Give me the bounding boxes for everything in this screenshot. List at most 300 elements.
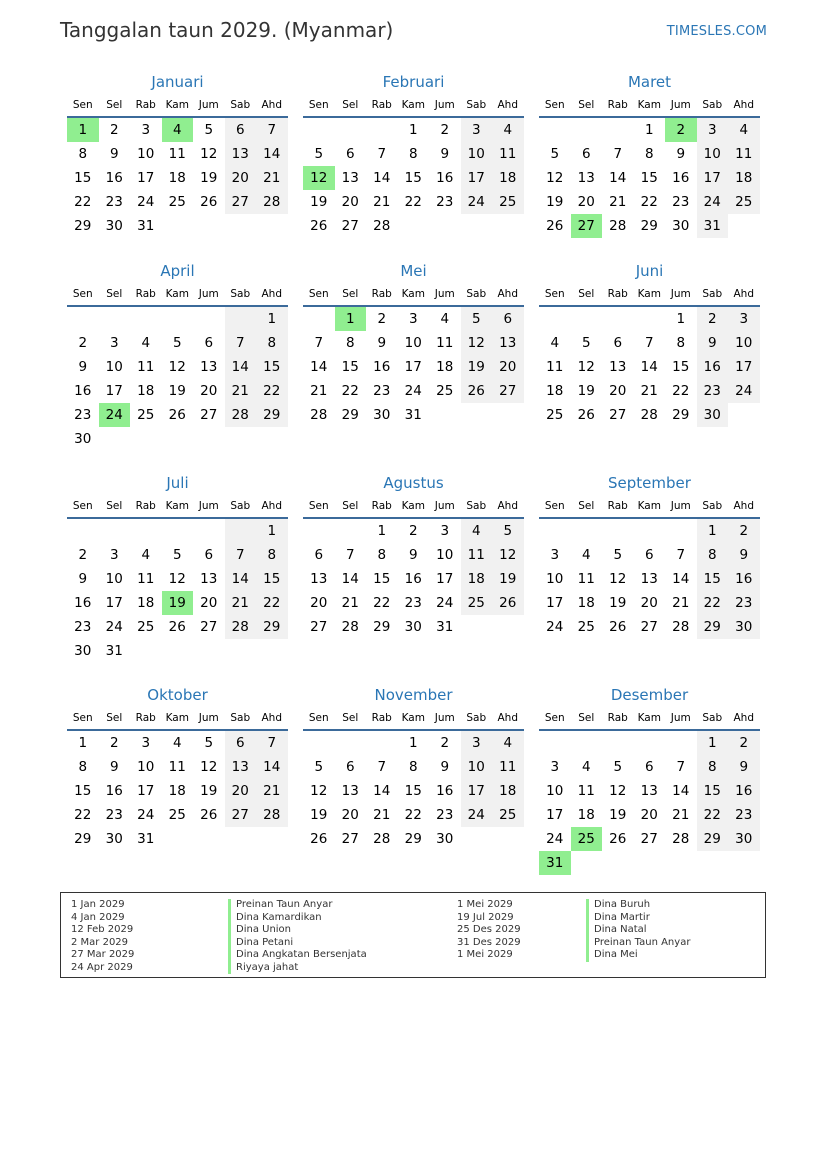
empty-cell [335,731,367,755]
day-cell: 9 [78,359,88,375]
day-cell: 22 [404,194,422,210]
day-cell: 9 [676,146,686,162]
day-cell: 23 [105,807,123,823]
day-cell: 14 [256,142,288,166]
legend-date: 27 Mar 2029 [71,949,135,960]
day-cell: 2 [408,523,418,539]
day-cell: 7 [225,543,257,567]
month-mei [303,261,524,473]
legend-date: 12 Feb 2029 [71,924,134,935]
day-cell: 29 [697,827,729,851]
day-cell: 13 [225,755,257,779]
day-cell: 2 [377,311,387,327]
weekday-label: Sel [578,288,595,300]
weekday-label: Sen [544,288,565,300]
day-cell: 28 [609,218,627,234]
day-cell: 23 [404,595,422,611]
empty-cell [193,214,225,238]
weekday-label: Rab [371,99,392,111]
day-cell: 25 [168,807,186,823]
day-cell: 24 [697,190,729,214]
day-cell: 1 [408,735,418,751]
day-cell: 7 [676,759,686,775]
day-cell: 24 [728,379,760,403]
day-cell: 3 [440,523,450,539]
day-cell: 21 [310,383,328,399]
day-cell: 17 [137,783,155,799]
day-cell: 9 [440,759,450,775]
weekday-header [67,283,288,307]
day-cell: 17 [461,779,493,803]
day-cell: 31 [105,643,123,659]
day-cell: 30 [105,831,123,847]
empty-cell [99,427,131,451]
day-cell: 15 [404,170,422,186]
month-juli [67,473,288,685]
weekday-label: Kam [637,288,661,300]
weekday-label: Jum [670,712,691,724]
day-grid [539,307,760,427]
weekday-label: Sel [578,99,595,111]
empty-cell [225,307,257,331]
weekday-label: Sab [466,99,487,111]
day-cell: 16 [74,595,92,611]
weekday-label: Sel [578,500,595,512]
day-cell: 23 [74,407,92,423]
day-cell: 23 [436,807,454,823]
legend-holiday-name: Dina Natal [586,924,690,937]
day-cell: 22 [74,807,92,823]
weekday-header [539,495,760,519]
day-cell: 30 [672,218,690,234]
day-cell: 20 [492,355,524,379]
weekday-label: Ahd [733,712,754,724]
weekday-header [303,495,524,519]
day-cell: 25 [168,194,186,210]
month-name: September [608,474,691,492]
day-cell: 6 [204,335,214,351]
day-cell: 8 [377,547,387,563]
legend-holiday-name: Riyaya jahat [228,962,367,975]
day-cell: 21 [373,194,391,210]
day-cell: 18 [546,383,564,399]
day-cell: 29 [74,831,92,847]
day-cell: 4 [141,547,151,563]
weekday-label: Jum [198,288,219,300]
day-cell: 17 [728,355,760,379]
weekday-label: Sab [702,288,723,300]
day-cell: 18 [461,567,493,591]
day-cell: 9 [78,571,88,587]
empty-cell [571,307,603,331]
day-cell: 27 [492,379,524,403]
legend-date: 24 Apr 2029 [71,961,133,973]
weekday-label: Sab [466,288,487,300]
empty-cell [665,731,697,755]
empty-cell [162,307,194,331]
day-cell: 19 [546,194,564,210]
weekday-label: Jum [434,288,455,300]
day-cell: 4 [162,118,194,142]
weekday-label: Sab [230,99,251,111]
day-cell: 29 [404,831,422,847]
day-cell: 15 [74,170,92,186]
weekday-label: Ahd [497,99,518,111]
day-cell: 17 [105,595,123,611]
day-cell: 24 [461,190,493,214]
weekday-label: Sab [230,288,251,300]
day-cell: 15 [341,359,359,375]
day-cell: 3 [461,731,493,755]
empty-cell [303,731,335,755]
empty-cell [303,118,335,142]
weekday-label: Sen [308,500,329,512]
empty-cell [602,307,634,331]
empty-cell [571,851,603,875]
day-cell: 20 [200,595,218,611]
day-cell: 30 [728,827,760,851]
day-cell: 19 [168,383,186,399]
month-april [67,261,288,473]
day-cell: 18 [168,170,186,186]
day-cell: 23 [697,379,729,403]
weekday-label: Rab [607,288,628,300]
day-cell: 26 [168,619,186,635]
weekday-label: Kam [165,99,189,111]
day-cell: 19 [162,591,194,615]
day-grid [67,731,288,851]
month-name: Februari [382,73,445,91]
month-desember [539,685,760,897]
day-cell: 16 [728,779,760,803]
weekday-label: Jum [198,99,219,111]
day-cell: 22 [697,803,729,827]
day-cell: 20 [310,595,328,611]
empty-cell [130,519,162,543]
day-cell: 5 [581,335,591,351]
empty-cell [634,519,666,543]
day-cell: 5 [314,759,324,775]
empty-cell [193,639,225,663]
weekday-label: Ahd [261,712,282,724]
day-cell: 3 [550,547,560,563]
day-cell: 21 [609,194,627,210]
day-cell: 16 [697,355,729,379]
day-cell: 12 [200,759,218,775]
weekday-header [303,283,524,307]
day-cell: 13 [609,359,627,375]
day-cell: 29 [256,615,288,639]
day-cell: 12 [492,543,524,567]
day-cell: 5 [204,122,214,138]
brand-link[interactable]: TIMESLES.COM [666,24,767,39]
day-cell: 24 [137,807,155,823]
day-cell: 5 [314,146,324,162]
weekday-label: Ahd [497,288,518,300]
day-cell: 3 [550,759,560,775]
empty-cell [571,118,603,142]
weekday-label: Sel [106,712,123,724]
empty-cell [366,118,398,142]
day-cell: 27 [640,619,658,635]
day-cell: 4 [581,759,591,775]
day-cell: 7 [644,335,654,351]
day-cell: 25 [492,803,524,827]
empty-cell [162,519,194,543]
day-cell: 3 [461,118,493,142]
weekday-label: Ahd [497,712,518,724]
day-cell: 27 [200,619,218,635]
empty-cell [335,118,367,142]
empty-cell [539,307,571,331]
weekday-label: Sel [342,712,359,724]
weekday-header [539,283,760,307]
day-cell: 23 [672,194,690,210]
day-cell: 1 [697,519,729,543]
day-cell: 6 [345,146,355,162]
weekday-label: Kam [401,99,425,111]
empty-cell [665,851,697,875]
weekday-label: Sab [466,712,487,724]
day-cell: 4 [440,311,450,327]
weekday-header [539,707,760,731]
day-cell: 28 [341,619,359,635]
weekday-label: Jum [670,99,691,111]
day-cell: 3 [697,118,729,142]
day-cell: 18 [168,783,186,799]
weekday-label: Sen [544,99,565,111]
day-cell: 13 [492,331,524,355]
day-cell: 5 [461,307,493,331]
day-cell: 5 [172,547,182,563]
day-cell: 6 [644,759,654,775]
empty-cell [225,827,257,851]
empty-cell [99,519,131,543]
empty-cell [162,214,194,238]
weekday-label: Rab [371,288,392,300]
empty-cell [193,827,225,851]
weekday-label: Ahd [733,99,754,111]
day-cell: 23 [728,803,760,827]
weekday-label: Rab [607,712,628,724]
weekday-label: Kam [165,288,189,300]
weekday-label: Kam [637,712,661,724]
day-cell: 28 [310,407,328,423]
day-cell: 6 [613,335,623,351]
legend-holiday-name: Preinan Taun Anyar [586,937,690,950]
empty-cell [461,615,493,639]
day-cell: 4 [172,735,182,751]
day-cell: 29 [672,407,690,423]
day-cell: 31 [137,831,155,847]
day-cell: 8 [697,543,729,567]
day-cell: 26 [461,379,493,403]
month-september [539,473,760,685]
day-grid [67,118,288,238]
day-cell: 7 [225,331,257,355]
day-cell: 12 [461,331,493,355]
day-cell: 14 [310,359,328,375]
day-cell: 27 [200,407,218,423]
day-cell: 21 [640,383,658,399]
page-title: Tanggalan taun 2029. (Myanmar) [60,18,394,42]
legend-date: 1 Mei 2029 [457,949,513,960]
day-cell: 1 [676,311,686,327]
day-cell: 1 [377,523,387,539]
day-cell: 31 [436,619,454,635]
day-cell: 8 [644,146,654,162]
day-cell: 1 [335,307,367,331]
day-cell: 23 [436,194,454,210]
day-cell: 28 [640,407,658,423]
weekday-label: Jum [198,712,219,724]
legend-date: 2 Mar 2029 [71,936,129,948]
month-name: Juni [635,262,664,280]
day-cell: 29 [373,619,391,635]
day-cell: 8 [78,759,88,775]
empty-cell [398,214,430,238]
day-cell: 19 [200,783,218,799]
day-cell: 14 [672,783,690,799]
day-cell: 10 [697,142,729,166]
empty-cell [303,307,335,331]
legend-date: 1 Mei 2029 [457,899,513,910]
day-cell: 12 [546,170,564,186]
day-cell: 29 [256,403,288,427]
empty-cell [130,639,162,663]
weekday-header [303,707,524,731]
weekday-label: Jum [670,288,691,300]
empty-cell [492,214,524,238]
day-cell: 22 [640,194,658,210]
weekday-label: Sab [702,99,723,111]
legend-holiday-name: Dina Petani [228,937,367,950]
weekday-header [67,94,288,118]
day-cell: 17 [436,571,454,587]
day-cell: 22 [256,591,288,615]
day-cell: 27 [341,218,359,234]
weekday-label: Ahd [497,500,518,512]
empty-cell [67,519,99,543]
empty-cell [193,427,225,451]
day-cell: 5 [613,759,623,775]
day-cell: 3 [408,311,418,327]
weekday-label: Jum [198,500,219,512]
day-cell: 18 [577,807,595,823]
month-name: Desember [610,686,689,704]
day-cell: 24 [137,194,155,210]
day-cell: 3 [141,735,151,751]
day-cell: 10 [105,359,123,375]
weekday-label: Sel [578,712,595,724]
empty-cell [256,214,288,238]
legend-date: 25 Des 2029 [457,924,521,935]
day-cell: 6 [204,547,214,563]
day-cell: 12 [310,783,328,799]
empty-cell [539,731,571,755]
day-cell: 3 [109,547,119,563]
day-cell: 10 [137,146,155,162]
month-januari [67,72,288,261]
empty-cell [99,307,131,331]
month-name: November [374,686,453,704]
day-cell: 15 [74,783,92,799]
day-cell: 13 [225,142,257,166]
day-cell: 1 [408,122,418,138]
day-cell: 20 [225,166,257,190]
day-cell: 17 [461,166,493,190]
day-cell: 12 [168,359,186,375]
day-cell: 10 [105,571,123,587]
day-cell: 16 [672,170,690,186]
day-cell: 16 [373,359,391,375]
empty-cell [602,731,634,755]
day-cell: 21 [256,166,288,190]
day-cell: 14 [672,571,690,587]
day-cell: 4 [141,335,151,351]
day-cell: 20 [577,194,595,210]
weekday-label: Ahd [261,288,282,300]
day-cell: 25 [577,619,595,635]
empty-cell [225,214,257,238]
day-cell: 24 [105,619,123,635]
day-cell: 12 [609,571,627,587]
legend-names-right [586,899,690,962]
day-cell: 21 [225,379,257,403]
weekday-label: Sab [702,712,723,724]
empty-cell [697,851,729,875]
empty-cell [130,427,162,451]
day-cell: 7 [613,146,623,162]
empty-cell [492,827,524,851]
day-cell: 8 [78,146,88,162]
day-cell: 26 [609,619,627,635]
day-grid [303,519,524,639]
day-cell: 10 [436,547,454,563]
day-cell: 4 [581,547,591,563]
day-cell: 7 [377,146,387,162]
day-cell: 29 [341,407,359,423]
day-cell: 23 [74,619,92,635]
day-cell: 10 [546,571,564,587]
weekday-label: Rab [135,99,156,111]
month-name: April [160,262,195,280]
day-cell: 22 [373,595,391,611]
month-name: Mei [400,262,427,280]
weekday-label: Sen [72,712,93,724]
legend-holiday-name: Dina Angkatan Bersenjata [228,949,367,962]
day-cell: 14 [225,355,257,379]
weekday-label: Sel [106,288,123,300]
day-cell: 11 [728,142,760,166]
day-cell: 24 [99,403,131,427]
weekday-label: Kam [637,500,661,512]
day-cell: 19 [310,807,328,823]
legend-holiday-name: Dina Union [228,924,367,937]
day-cell: 4 [461,519,493,543]
day-cell: 8 [408,146,418,162]
day-cell: 28 [256,803,288,827]
day-cell: 11 [137,571,155,587]
legend-date: 4 Jan 2029 [71,911,125,923]
day-cell: 21 [672,595,690,611]
weekday-label: Sen [308,99,329,111]
month-februari [303,72,524,261]
day-cell: 12 [303,166,335,190]
day-cell: 21 [256,779,288,803]
legend-dates-right [457,899,521,962]
month-agustus [303,473,524,685]
